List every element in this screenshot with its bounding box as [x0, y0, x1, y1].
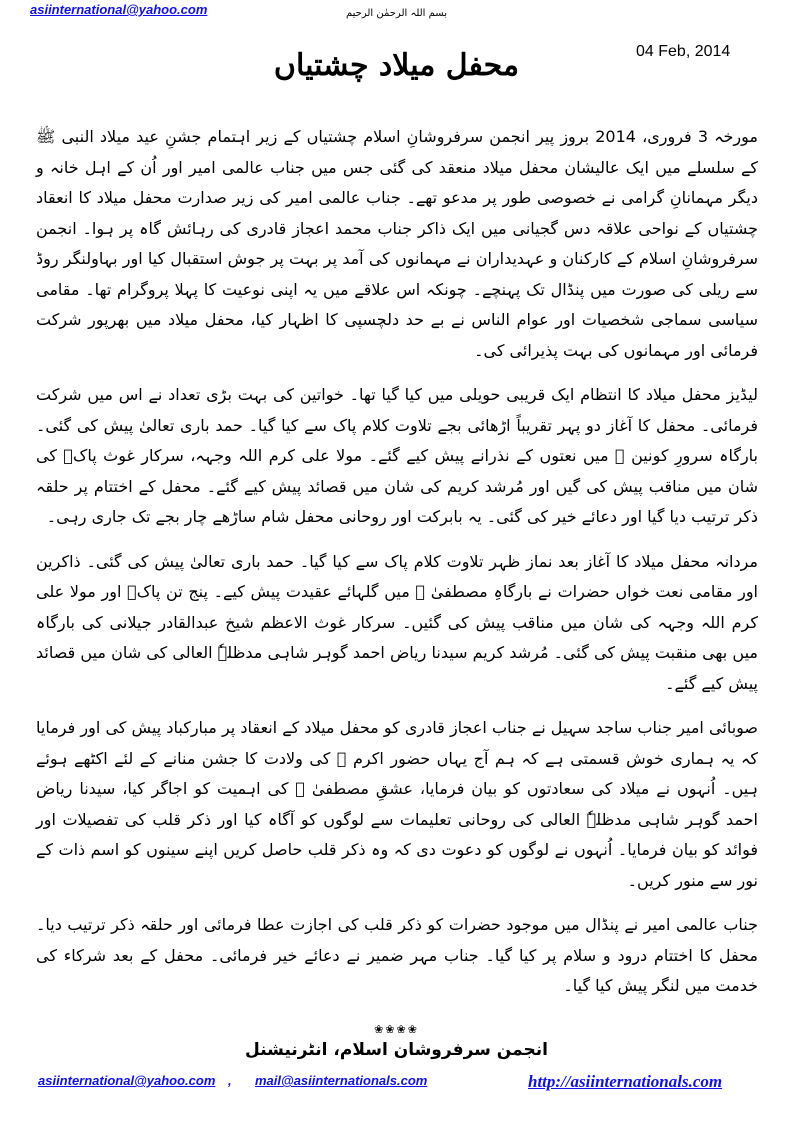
- paragraph-2: لیڈیز محفل میلاد کا انتظام ایک قریبی حویلی میں کیا گیا تھا۔ خواتین کی بہت بڑی تعداد نے اس میں شرکت فرمائی۔ محفل کا آغاز دو پہر تقریباً اڑھائی بجے تلاوت کلام پاک سے کیا گیا۔ حمد باری تعالیٰ پیش کی گئی۔ بارگاہ سرورِ کونین ﷺ میں نعتوں کے نذرانے پیش کیے گئے۔ مولا علی کرم اللہ وجہہ، سرکار غوث پاکؒ کی شان میں مناقب پیش کی گیں اور مُرشد کریم کی شان میں قصائد پیش کیے گئے۔ محفل کے اختتام پر حلقہ ذکر ترتیب دیا گیا اور دعائے خیر کی گئی۔ یہ بابرکت اور روحانی محفل شام ساڑھے چار بجے تک جاری رہی۔: [36, 385, 758, 526]
- header-email-link[interactable]: asiinternational@yahoo.com: [30, 2, 208, 17]
- article-body: [36, 122, 758, 1016]
- footer-website-link[interactable]: http://asiinternationals.com: [528, 1072, 723, 1091]
- paragraph-1: مورخہ 3 فروری، 2014 بروز پیر انجمن سرفروشانِ اسلام چشتیاں کے زیر اہتمام جشنِ عید میلاد النبی ﷺ کے سلسلے میں ایک عالیشان محفل میلاد منعقد کی گئی جس میں جناب عالمی امیر اور اُن کے اہل خانہ و دیگر مہمانانِ گرامی نے خصوصی طور پر مدعو تھے۔ جناب عالمی امیر کی زیر صدارت محفل میلاد کا انعقاد چشتیاں کے نواحی علاقہ دس گجیانی میں ایک ذاکر جناب محمد اعجاز قادری کی رہائش گاہ پر ہوا۔ انجمن سرفروشانِ اسلام کے کارکنان و عہدیداران نے مہمانوں کی آمد پر بہت پر جوش استقبال کیا اور بہاولنگر روڈ سے ریلی کی صورت میں پنڈال تک پہنچے۔ چونکہ اس علاقے میں یہ اپنی نوعیت کا پہلا پروگرام تھا۔ مقامی سیاسی سماجی شخصیات اور عوام الناس نے بے حد دلچسپی کا اظہار کیا، محفل میلاد میں بھرپور شرکت فرمائی اور مہمانوں کی بہت پذیرائی کی۔: [36, 127, 758, 360]
- flower-ornament-icon: ❀❀❀❀: [374, 1023, 419, 1036]
- paragraph-3: مردانہ محفل میلاد کا آغاز بعد نماز ظہر تلاوت کلام پاک سے کیا گیا۔ حمد باری تعالیٰ پیش کی گئی۔ ذاکرین اور مقامی نعت خواں حضرات نے بارگاہِ مصطفیٰ ﷺ میں گلہائے عقیدت پیش کیے۔ پنج تن پاکؑ اور مولا علی کرم اللہ وجہہ کی شان میں مناقب پیش کی گئیں۔ سرکار غوث الاعظم شیخ عبدالقادر جیلانی کی بارگاہ میں بھی منقبت پیش کی گئی۔ مُرشد کریم سیدنا ریاض احمد گوہر شاہی مدظلہٗ العالی کی شان میں قصائد پیش کیے گئے۔: [36, 551, 758, 693]
- footer-email-link-2[interactable]: mail@asiinternationals.com: [255, 1073, 428, 1088]
- footer-email-link-1[interactable]: asiinternational@yahoo.com: [38, 1073, 216, 1088]
- bismillah: بسم اللہ الرحمٰن الرحیم: [345, 8, 447, 19]
- footer-separator: ,: [228, 1073, 232, 1088]
- organization-name: انجمن سرفروشان اسلام، انٹرنیشنل: [245, 1040, 548, 1060]
- article-date: 04 Feb, 2014: [636, 43, 731, 60]
- paragraph-4: صوبائی امیر جناب ساجد سہیل نے جناب اعجاز قادری کو محفل میلاد کے انعقاد پر مبارکباد پیش کی اور فرمایا کہ یہ ہماری خوش قسمتی ہے کہ ہم آج یہاں حضور اکرم ﷺ کی ولادت کا جشن منانے کے لئے اکٹھے ہوئے ہیں۔ اُنہوں نے میلاد کی سعادتوں کو بیان فرمایا، عشقِ مصطفیٰ ﷺ کی اہمیت کو اجاگر کیا، سیدنا ریاض احمد گوہر شاہی مدظلہٗ العالی کی روحانی تعلیمات سے لوگوں کو آگاہ کیا اور ذکر قلب کی تفصیلات اور فوائد کو بیان فرمایا۔ اُنہوں نے لوگوں کو دعوت دی کہ وہ ذکر قلب حاصل کریں اپنے سینوں کو اسم ذات کے نور سے منور کریں۔: [36, 718, 758, 890]
- article-title: محفل میلاد چشتیاں: [273, 48, 520, 83]
- paragraph-5: جناب عالمی امیر نے پنڈال میں موجود حضرات کو ذکر قلب کی اجازت عطا فرمائی اور حلقہ ذکر ترتیب دیا۔ محفل کا اختتام درود و سلام پر کیا گیا۔ جناب مہر ضمیر نے دعائے خیر فرمائی۔ محفل کے بعد شرکاء کی خدمت میں لنگر پیش کیا گیا۔: [36, 915, 758, 995]
